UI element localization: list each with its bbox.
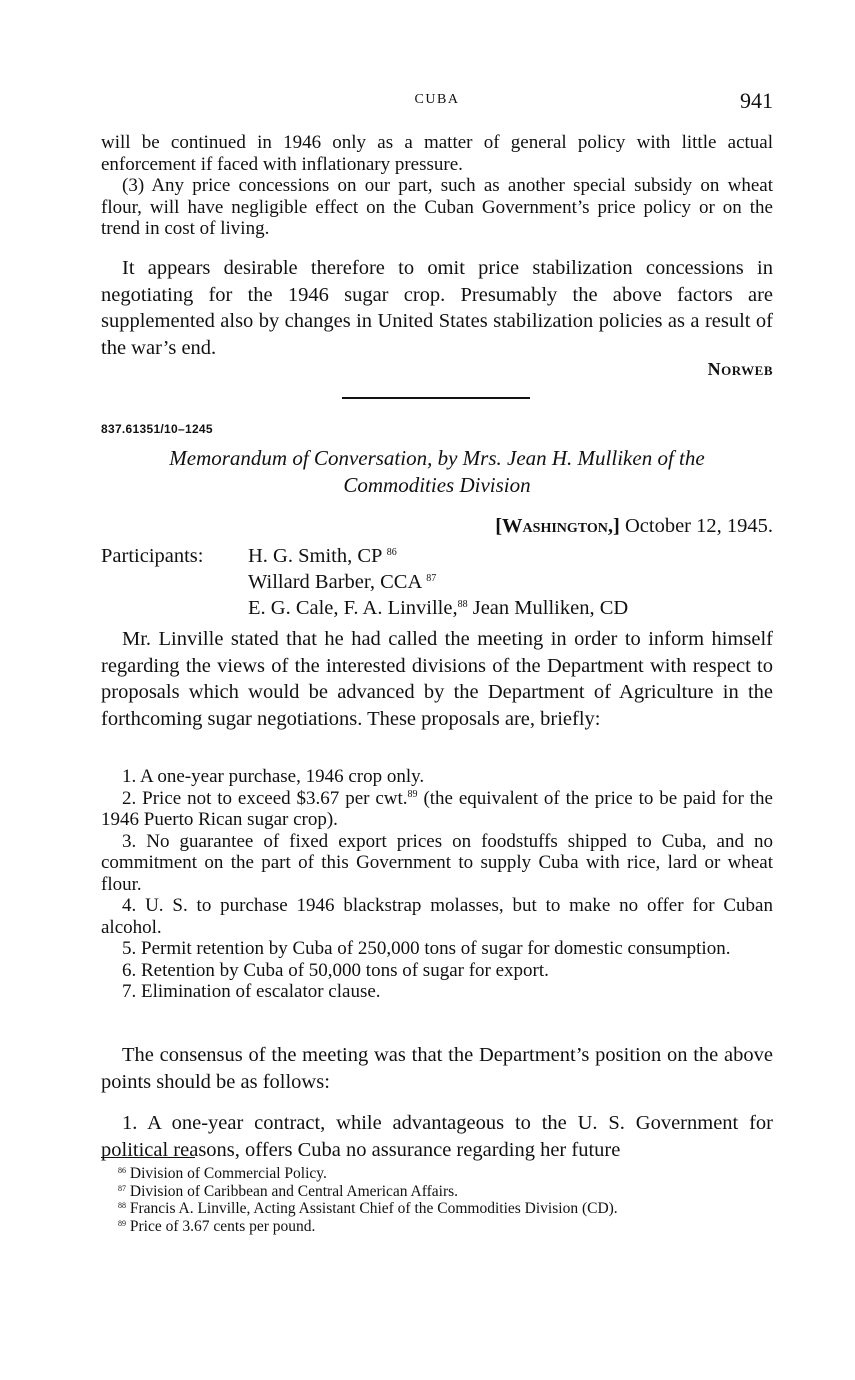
consensus-point-1: 1. A one-year contract, while advantageous to the U. S. Government for political reasons, offers Cuba no assurance regarding her future xyxy=(101,1112,773,1161)
dateline xyxy=(495,515,773,538)
footnotes xyxy=(118,1165,778,1235)
dateline-place: [Washington,] xyxy=(495,515,620,537)
document-title xyxy=(101,445,773,499)
dateline-date: October 12, 1945. xyxy=(624,515,773,537)
proposals-block xyxy=(101,766,773,1003)
list-item: 5. Permit retention by Cuba of 250,000 tons of sugar for domestic consumption. xyxy=(122,938,731,959)
section-divider xyxy=(342,397,530,399)
proposals-list xyxy=(101,766,773,1003)
list-item: 3. No guarantee of fixed export prices on foodstuffs shipped to Cuba, and no commitment on the part of this Government to supply Cuba with rice, lard or wheat flour. xyxy=(101,830,773,895)
consensus-paragraph: The consensus of the meeting was that the Department’s position on the above points should be as follows: xyxy=(101,1044,773,1093)
document-title-line-2: Commodities Division xyxy=(343,473,531,497)
footnote: $^{87}$ Division of Caribbean and Central American Affairs. xyxy=(118,1182,459,1200)
participant-line: H. G. Smith, CP $^{86}$ xyxy=(248,545,397,567)
footnote-ref: 87 xyxy=(426,573,437,584)
footnote-ref: 86 xyxy=(386,547,397,558)
participant-line: Willard Barber, CCA $^{87}$ xyxy=(248,571,437,593)
list-item: 2. Price not to exceed $3.67 per cwt.$^{89}$ (the equivalent of the price to be paid for the 1946 Puerto Rican sugar crop). xyxy=(101,787,773,830)
footnote: $^{89}$ Price of 3.67 cents per pound. xyxy=(118,1217,316,1235)
running-head xyxy=(101,88,773,114)
file-number: 837.61351/10–1245 xyxy=(101,422,213,436)
closing-paragraph: It appears desirable therefore to omit price stabilization concessions in negotiating for the 1946 sugar crop. Presumably the above factors are supplemented also by changes in United States stabilization policies as a result of the war’s end. xyxy=(101,257,773,359)
previous-document-text xyxy=(101,132,773,240)
participant-line: E. G. Cale, F. A. Linville,$^{88}$ Jean Mulliken, CD xyxy=(248,597,629,619)
footnote-divider xyxy=(101,1157,195,1158)
participants-list xyxy=(248,543,628,621)
footnote: $^{86}$ Division of Commercial Policy. xyxy=(118,1165,327,1182)
signature: Norweb xyxy=(707,359,773,379)
continued-paragraph: will be continued in 1946 only as a matter of general policy with little actual enforcement if faced with inflationary pressure. xyxy=(101,132,773,175)
document-title-line-1: Memorandum of Conversation, by Mrs. Jean H. Mulliken of the xyxy=(169,446,705,470)
running-title: CUBA xyxy=(414,92,460,107)
point-3-paragraph: (3) Any price concessions on our part, such as another special subsidy on wheat flour, will have negligible effect on the Cuban Government’s price policy or on the trend in cost of living. xyxy=(101,175,773,239)
page-number: 941 xyxy=(740,88,773,113)
intro-block xyxy=(101,626,773,732)
consensus-block xyxy=(101,1042,773,1163)
footnote-ref: 89 xyxy=(407,788,418,800)
intro-paragraph: Mr. Linville stated that he had called the meeting in order to inform himself regarding the views of the interested divisions of the Department with respect to proposals which would be advanced by the Department of Agriculture in the forthcoming sugar negotiations. These proposals are, briefly: xyxy=(101,628,773,730)
footnote: $^{88}$ Francis A. Linville, Acting Assistant Chief of the Commodities Division (CD). xyxy=(118,1200,618,1217)
list-item: 6. Retention by Cuba of 50,000 tons of sugar for export. xyxy=(122,959,549,981)
list-item: 7. Elimination of escalator clause. xyxy=(122,981,381,1002)
closing-paragraph-block xyxy=(101,255,773,361)
list-item: 1. A one-year purchase, 1946 crop only. xyxy=(122,766,425,787)
participants-label: Participants: xyxy=(101,545,204,567)
footnote-ref: 88 xyxy=(457,599,468,610)
list-item: 4. U. S. to purchase 1946 blackstrap molasses, but to make no offer for Cuban alcohol. xyxy=(101,895,773,938)
